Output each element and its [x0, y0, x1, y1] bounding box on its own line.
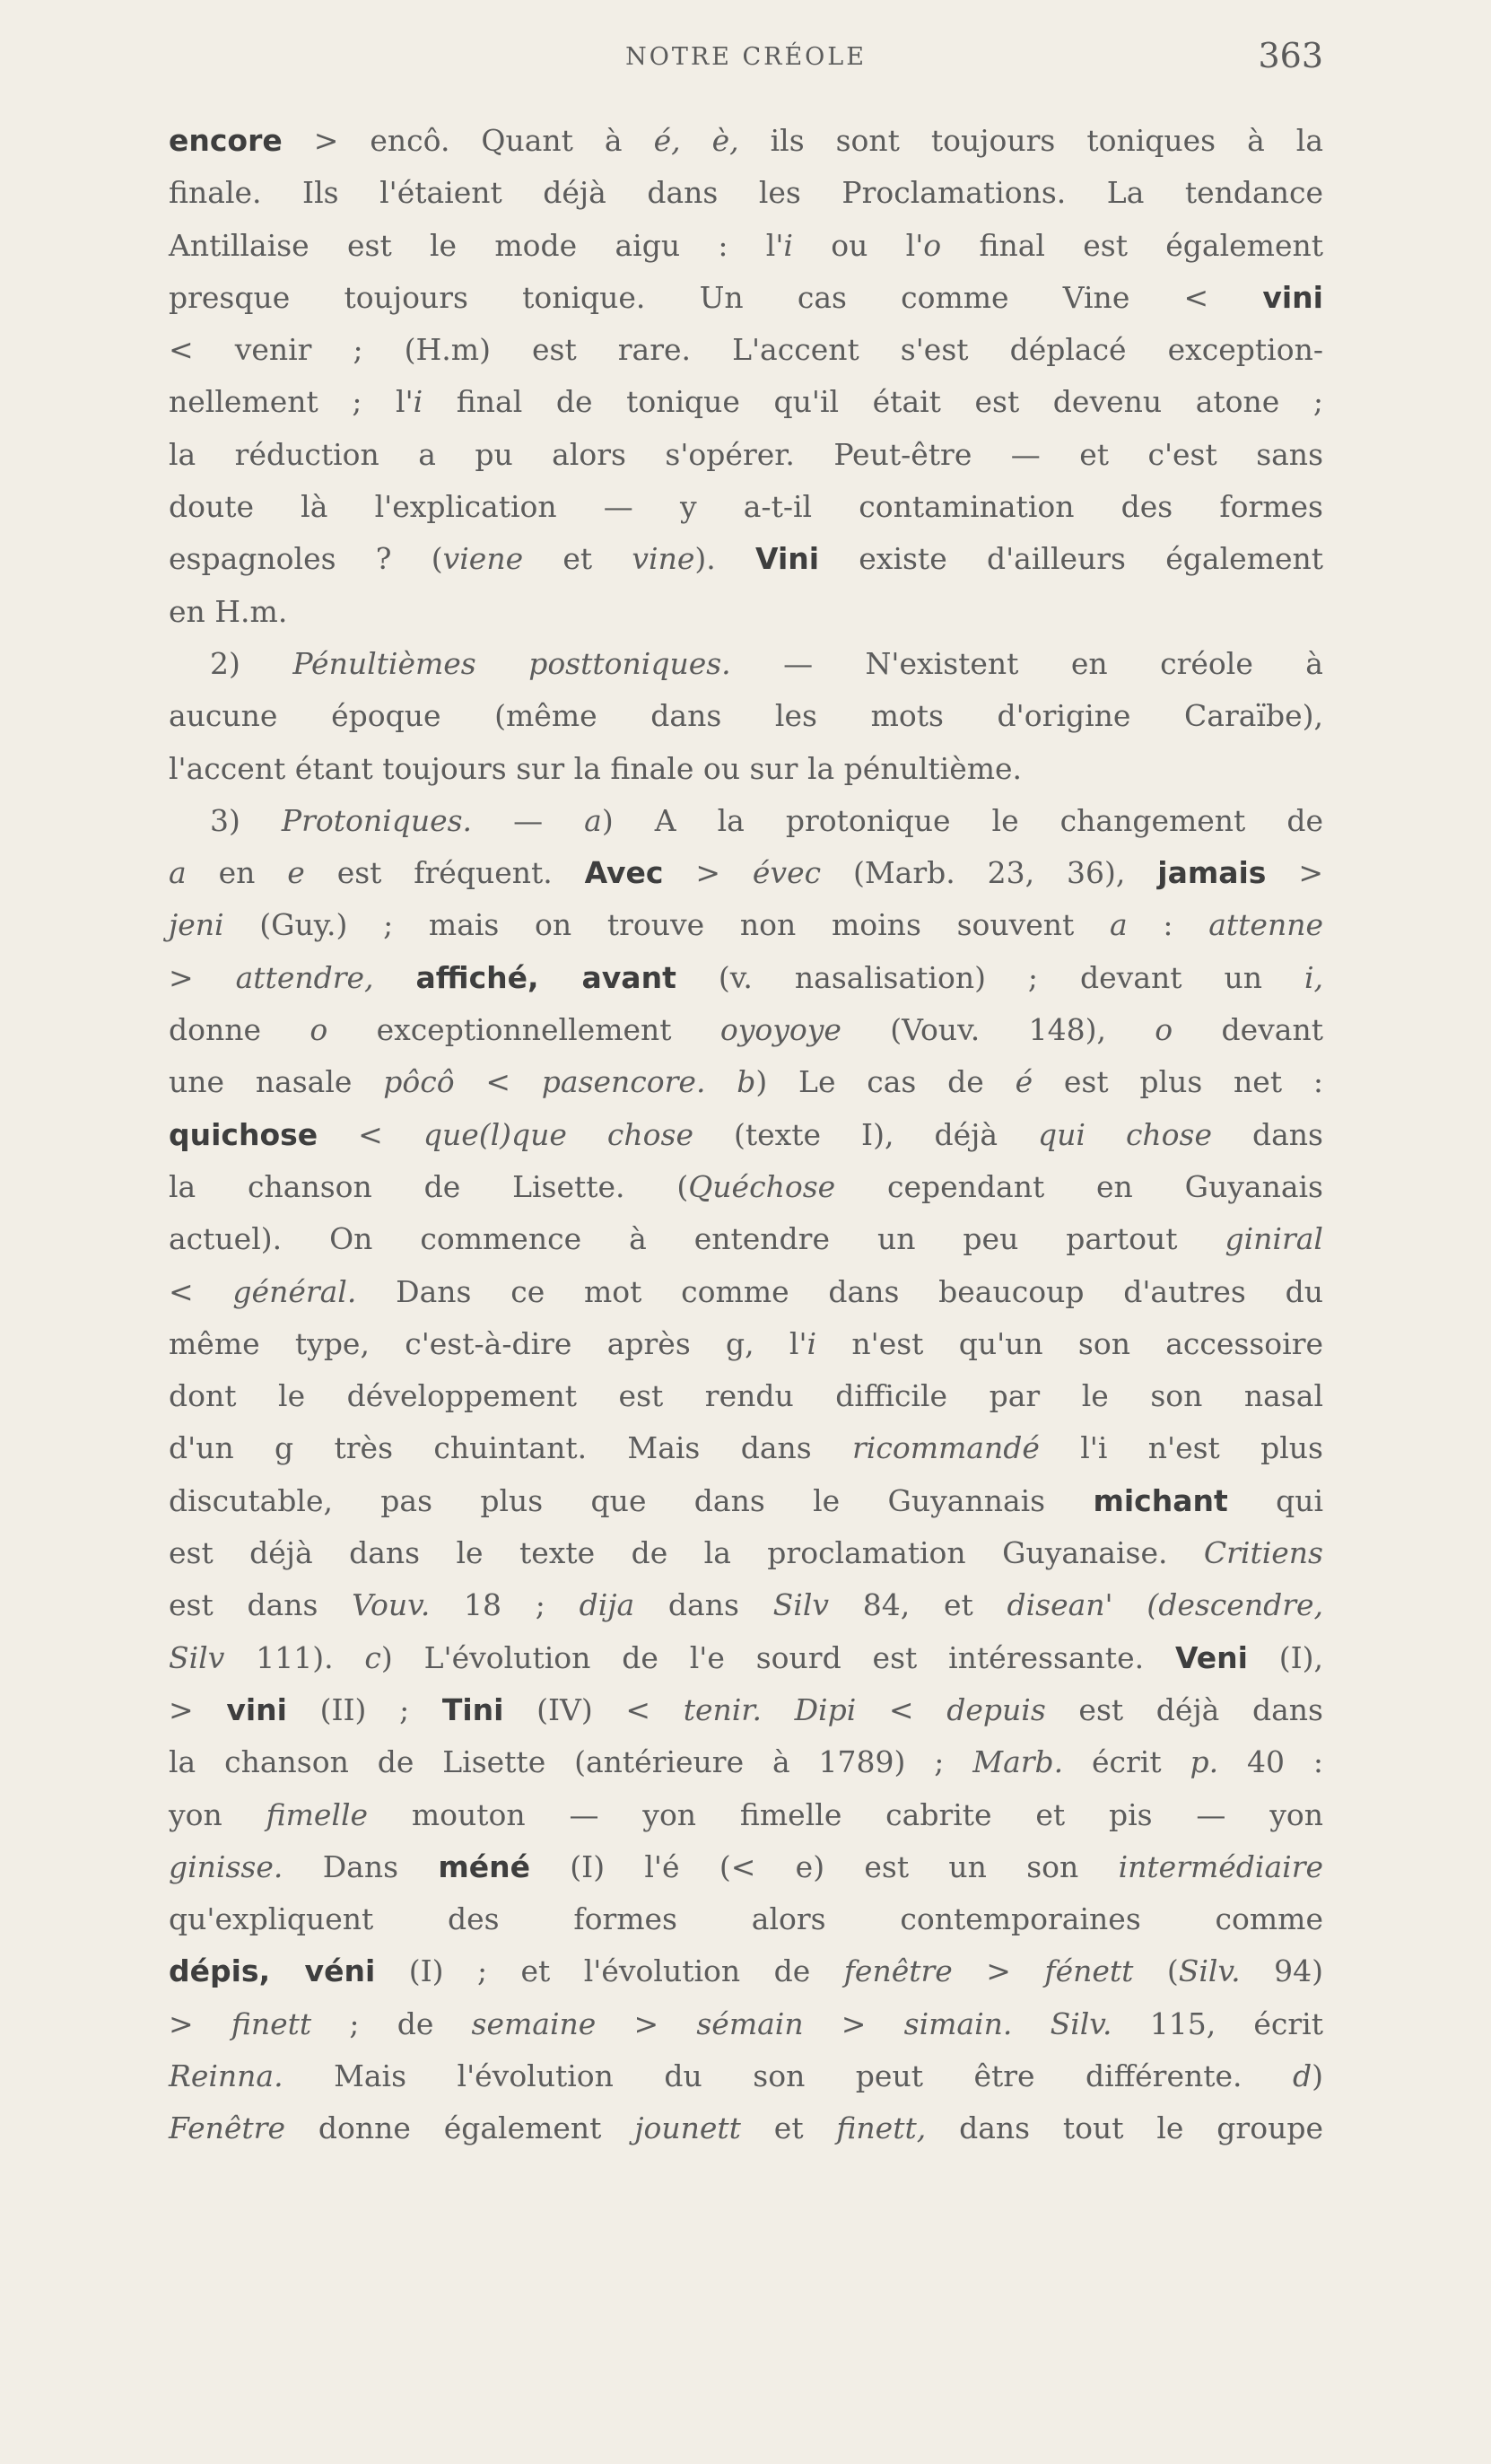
italic-term: a: [584, 802, 602, 838]
text-run: dans tout le groupe: [926, 2110, 1323, 2146]
text-line: [169, 1109, 1323, 1161]
italic-term: que(l)que chose: [423, 1116, 694, 1152]
text-line: [169, 638, 1323, 690]
text-run: espagnoles ? (: [169, 541, 443, 577]
text-run: n'est qu'un son accessoire: [816, 1325, 1323, 1361]
text-run: ) Le cas de: [755, 1064, 1016, 1100]
text-line: [169, 220, 1323, 272]
text-line: [169, 324, 1323, 376]
text-run: :: [1127, 907, 1209, 943]
text-line: [169, 1893, 1323, 1945]
italic-term: fimelle: [266, 1796, 369, 1832]
body-text: [169, 115, 1323, 2155]
text-run: (I) l'é (< e) est un son: [529, 1848, 1119, 1884]
italic-term: Protoniques.: [281, 802, 473, 838]
italic-term: oyoyoye: [719, 1012, 841, 1048]
text-run: est déjà dans le texte de la proclamation Guyanaise.: [169, 1535, 1204, 1571]
text-run: cependant en Guyanais: [835, 1168, 1323, 1204]
italic-term: a: [169, 855, 187, 891]
text-line: [169, 1998, 1323, 2050]
text-line: [169, 1370, 1323, 1422]
italic-term: Reinna.: [169, 2058, 283, 2093]
text-run: discutable, pas plus que dans le Guyannais: [169, 1482, 1094, 1518]
text-line: [169, 115, 1323, 167]
italic-term: i: [783, 227, 793, 263]
text-line: [169, 1789, 1323, 1841]
bold-term: quichose: [169, 1116, 318, 1152]
text-run: (II) ;: [286, 1691, 442, 1727]
italic-term: tenir. Dipi < depuis: [683, 1691, 1046, 1727]
text-run: (texte I), déjà: [693, 1116, 1039, 1152]
text-run: dans: [634, 1587, 773, 1623]
text-run: (Vouv. 148),: [841, 1012, 1155, 1048]
text-line: [169, 1945, 1323, 1997]
italic-term: o: [310, 1012, 328, 1048]
italic-term: Fenêtre: [169, 2110, 285, 2146]
text-run: 18 ;: [430, 1587, 580, 1623]
bold-term: Vini: [754, 541, 820, 577]
text-run: final de tonique qu'il était est devenu atone ;: [423, 384, 1323, 420]
text-run: d'un g très chuintant. Mais dans: [169, 1430, 853, 1466]
text-line: [169, 1579, 1323, 1631]
text-run: donne également: [284, 2110, 635, 2146]
text-run: qu'expliquent des formes alors contemporaines comme: [169, 1901, 1323, 1937]
text-line: [169, 429, 1323, 481]
italic-term: Vouv.: [352, 1587, 431, 1623]
text-line: [169, 586, 1323, 638]
text-run: ils sont toujours toniques à la: [738, 123, 1323, 158]
text-run: ; de: [311, 2005, 472, 2041]
text-run: même type, c'est-à-dire après g, l': [169, 1325, 807, 1361]
text-run: l'i n'est plus: [1039, 1430, 1323, 1466]
italic-term: fenêtre > fénett: [843, 1953, 1134, 1989]
text-run: presque toujours tonique. Un cas comme Vine <: [169, 279, 1263, 315]
italic-term: p.: [1190, 1744, 1219, 1780]
italic-term: giniral: [1225, 1221, 1323, 1257]
text-run: actuel). On commence à entendre un peu partout: [169, 1221, 1225, 1257]
text-run: yon: [169, 1796, 266, 1832]
italic-term: général.: [232, 1273, 357, 1309]
bold-term: méné: [438, 1848, 530, 1884]
text-line: [169, 1056, 1323, 1108]
text-run: finale. Ils l'étaient déjà dans les Proclamations. La tendance: [169, 175, 1323, 211]
text-run: (I) ; et l'évolution de: [375, 1953, 844, 1989]
italic-term: Pénultièmes posttoniques.: [292, 645, 731, 681]
text-line: [169, 1632, 1323, 1684]
bold-term: dépis, véni: [169, 1953, 376, 1989]
italic-term: Silv.: [1178, 1953, 1241, 1989]
text-run: en H.m.: [169, 593, 288, 629]
text-run: doute là l'explication — y a-t-il contamination des formes: [169, 489, 1323, 525]
italic-term: vine: [632, 541, 695, 577]
text-line: [169, 743, 1323, 795]
text-run: 40 :: [1218, 1744, 1323, 1780]
running-title: NOTRE CRÉOLE: [625, 43, 867, 71]
text-run: ) L'évolution de l'e sourd est intéressante.: [380, 1639, 1175, 1675]
text-line: [169, 1213, 1323, 1265]
italic-term: évec: [752, 855, 822, 891]
text-run: ou l': [792, 227, 924, 263]
text-line: [169, 847, 1323, 899]
italic-term: intermédiaire: [1118, 1848, 1323, 1884]
text-run: une nasale: [169, 1064, 384, 1100]
text-run: nellement ; l': [169, 384, 414, 420]
bold-term: Avec: [584, 855, 664, 891]
text-line: [169, 1841, 1323, 1893]
text-line: [169, 952, 1323, 1004]
italic-term: ginisse.: [169, 1848, 283, 1884]
text-run: Dans: [283, 1848, 439, 1884]
text-run: est déjà dans: [1045, 1691, 1323, 1727]
italic-term: Silv: [169, 1639, 225, 1675]
italic-term: a: [1110, 907, 1128, 943]
bold-term: encore: [169, 123, 283, 158]
text-run: (IV) <: [503, 1691, 684, 1727]
text-run: 3): [210, 802, 282, 838]
text-line: [169, 481, 1323, 533]
text-run: >: [169, 1691, 227, 1727]
italic-term: c: [364, 1639, 381, 1675]
italic-term: finett,: [836, 2110, 927, 2146]
text-line: [169, 899, 1323, 951]
text-run: exceptionnellement: [327, 1012, 720, 1048]
text-run: la réduction a pu alors s'opérer. Peut-être — et c'est sans: [169, 436, 1323, 472]
text-run: l'accent étant toujours sur la finale ou sur la pénultième.: [169, 750, 1023, 786]
text-run: <: [318, 1116, 423, 1152]
text-run: mouton — yon fimelle cabrite et pis — yon: [368, 1796, 1323, 1832]
text-line: [169, 1318, 1323, 1370]
text-run: >: [1266, 855, 1324, 891]
italic-term: Marb.: [972, 1744, 1064, 1780]
text-run: qui: [1227, 1482, 1324, 1518]
text-line: [169, 376, 1323, 428]
text-line: [169, 1422, 1323, 1474]
text-run: —: [472, 802, 585, 838]
text-line: [169, 1475, 1323, 1527]
text-run: existe d'ailleurs également: [819, 541, 1323, 577]
text-run: final est également: [941, 227, 1323, 263]
italic-term: dija: [579, 1587, 635, 1623]
italic-term: é: [1015, 1064, 1033, 1100]
italic-term: e: [287, 855, 305, 891]
bold-term: Veni: [1174, 1639, 1248, 1675]
text-run: donne: [169, 1012, 310, 1048]
text-run: (: [1133, 1953, 1179, 1989]
text-run: 111).: [224, 1639, 365, 1675]
italic-term: qui chose: [1038, 1116, 1213, 1152]
text-run: (I),: [1247, 1639, 1323, 1675]
text-run: ) A la protonique le changement de: [601, 802, 1324, 838]
bold-term: Tini: [441, 1691, 504, 1727]
text-run: aucune époque (même dans les mots d'origine Caraïbe),: [169, 698, 1323, 734]
text-line: [169, 2102, 1323, 2154]
text-run: est plus net :: [1033, 1064, 1324, 1100]
text-line: [169, 533, 1323, 585]
text-run: devant: [1173, 1012, 1323, 1048]
italic-term: o: [923, 227, 942, 263]
text-run: 94): [1240, 1953, 1323, 1989]
text-run: <: [169, 1273, 233, 1309]
text-run: dans: [1212, 1116, 1323, 1152]
italic-term: i: [807, 1325, 817, 1361]
text-run: la chanson de Lisette (antérieure à 1789) ;: [169, 1744, 973, 1780]
text-run: ): [1312, 2058, 1323, 2093]
italic-term: semaine > sémain > simain. Silv.: [471, 2005, 1112, 2041]
text-line: [169, 272, 1323, 324]
italic-term: i,: [1304, 959, 1323, 995]
italic-term: jeni: [169, 907, 224, 943]
text-run: (v. nasalisation) ; devant un: [676, 959, 1304, 995]
text-line: [169, 1161, 1323, 1213]
bold-term: vini: [226, 1691, 287, 1727]
italic-term: Silv: [772, 1587, 830, 1623]
bold-term: vini: [1262, 279, 1323, 315]
italic-term: jounett: [634, 2110, 741, 2146]
italic-term: Critiens: [1203, 1535, 1323, 1571]
italic-term: attenne: [1208, 907, 1323, 943]
text-run: dont le développement est rendu difficile par le son nasal: [169, 1378, 1323, 1414]
text-line: [169, 1736, 1323, 1788]
italic-term: d: [1293, 2058, 1312, 2093]
text-run: écrit: [1063, 1744, 1190, 1780]
text-run: 84, et: [829, 1587, 1007, 1623]
text-line: [169, 1527, 1323, 1579]
text-line: [169, 690, 1323, 742]
bold-term: michant: [1093, 1482, 1228, 1518]
text-run: Mais l'évolution du son peut être différente.: [283, 2058, 1293, 2093]
text-run: — N'existent en créole à: [730, 645, 1323, 681]
bold-term: jamais: [1157, 855, 1267, 891]
text-line: [169, 2050, 1323, 2102]
italic-term: viene: [442, 541, 524, 577]
text-run: et: [523, 541, 632, 577]
text-line: [169, 1266, 1323, 1318]
italic-term: attendre,: [235, 959, 374, 995]
text-run: (Guy.) ; mais on trouve non moins souvent: [223, 907, 1111, 943]
italic-term: disean' (descendre,: [1007, 1587, 1323, 1623]
text-run: > encô. Quant à: [282, 123, 654, 158]
text-line: [169, 167, 1323, 219]
text-run: 115, écrit: [1112, 2005, 1324, 2041]
text-run: Dans ce mot comme dans beaucoup d'autres du: [356, 1273, 1324, 1309]
bold-term: affiché, avant: [415, 959, 676, 995]
text-line: [169, 1684, 1323, 1736]
text-run: >: [663, 855, 753, 891]
page-number: 363: [1258, 36, 1323, 75]
text-run: 2): [210, 645, 293, 681]
italic-term: ricommandé: [852, 1430, 1040, 1466]
italic-term: Quéchose: [688, 1168, 836, 1204]
text-run: la chanson de Lisette. (: [169, 1168, 689, 1204]
text-run: Antillaise est le mode aigu : l': [169, 227, 784, 263]
text-run: ).: [694, 541, 755, 577]
text-run: est dans: [169, 1587, 353, 1623]
text-run: et: [740, 2110, 837, 2146]
text-line: [169, 795, 1323, 847]
text-run: (Marb. 23, 36),: [821, 855, 1158, 891]
text-run: >: [169, 2005, 231, 2041]
italic-term: pôcô < pasencore. b: [383, 1064, 756, 1100]
text-run: est fréquent.: [304, 855, 585, 891]
text-run: >: [169, 959, 236, 995]
italic-term: é, è,: [653, 123, 739, 158]
italic-term: finett: [231, 2005, 312, 2041]
italic-term: o: [1155, 1012, 1173, 1048]
page-header: [169, 36, 1323, 81]
text-line: [169, 1004, 1323, 1056]
italic-term: i: [413, 384, 423, 420]
text-run: < venir ; (H.m) est rare. L'accent s'est déplacé exception-: [169, 332, 1323, 368]
text-run: en: [186, 855, 288, 891]
text-run: [374, 960, 416, 995]
